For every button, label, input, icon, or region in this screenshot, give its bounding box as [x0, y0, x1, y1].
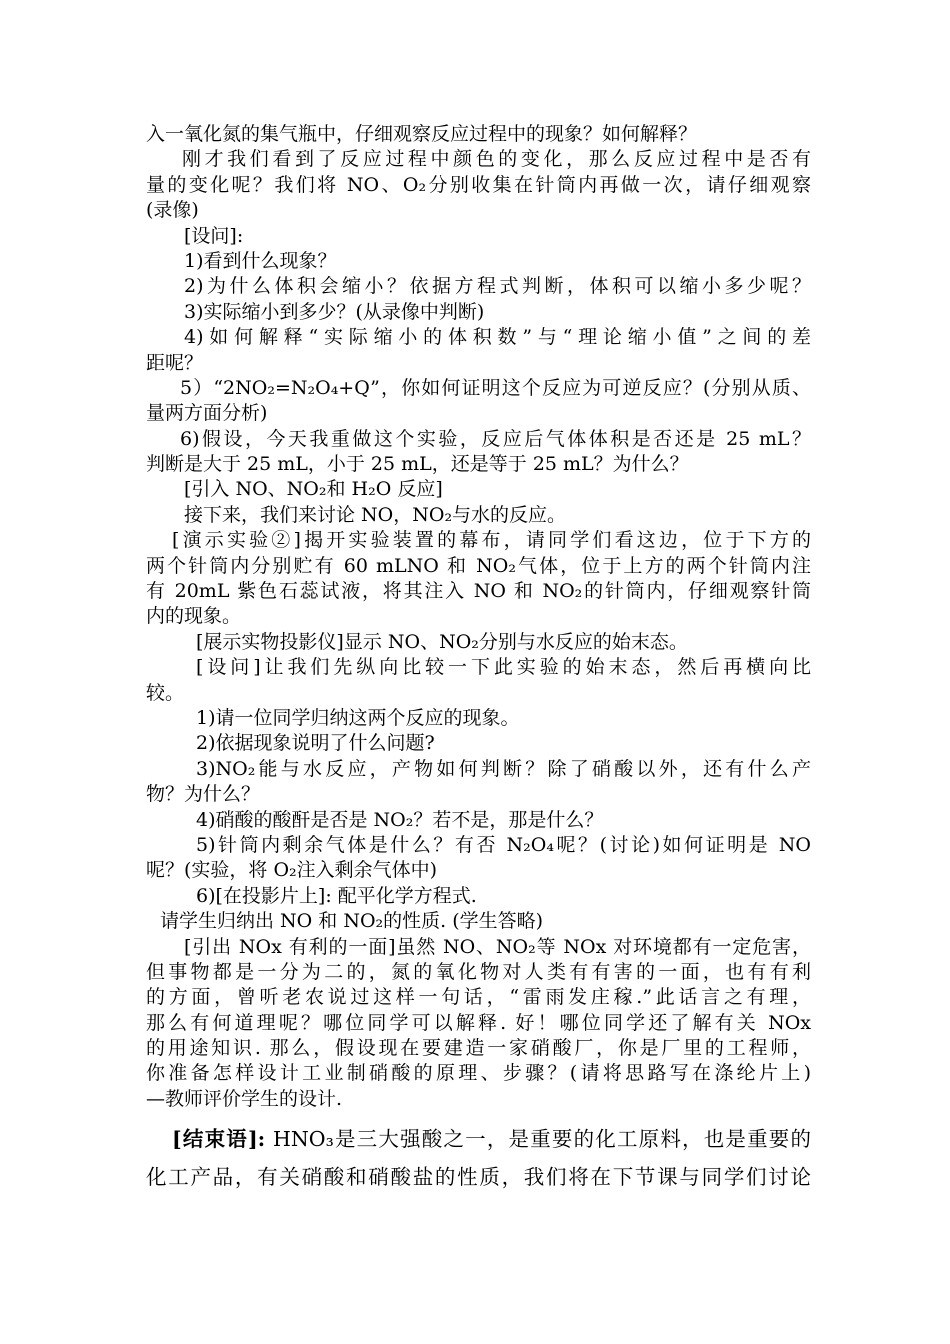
text-line: [引出 NOx 有利的一面]虽然 NO、NO₂等 NOx 对环境都有一定危害， [184, 935, 811, 958]
text-line: 刚才我们看到了反应过程中颜色的变化，那么反应过程中是否有 [182, 148, 811, 171]
closing-paragraph-line: 化工产品，有关硝酸和硝酸盐的性质，我们将在下节课与同学们讨论 [146, 1165, 811, 1190]
text-line: 1)看到什么现象？ [184, 249, 337, 272]
closing-label: [结束语]: [172, 1127, 266, 1152]
document-body [146, 122, 811, 1196]
text-line: 5）“2NO₂=N₂O₄+Q”，你如何证明这个反应为可逆反应？(分别从质、 [180, 376, 811, 399]
text-line: 5)针筒内剩余气体是什么？有否 N₂O₄呢？(讨论)如何证明是 NO [196, 833, 811, 856]
text-line: 3)实际缩小到多少？(从录像中判断) [184, 300, 485, 323]
text-line: 4)硝酸的酸酐是否是 NO₂？若不是，那是什么？ [196, 808, 604, 831]
text-line: 呢？(实验，将 O₂注入剩余气体中) [146, 859, 438, 882]
text-line: 物？为什么？ [146, 783, 261, 806]
text-line: 1)请一位同学归纳这两个反应的现象。 [196, 706, 520, 729]
text-line: —教师评价学生的设计. [146, 1087, 343, 1110]
closing-text: HNO₃是三大强酸之一，是重要的化工原料，也是重要的 [265, 1127, 811, 1152]
text-line: 3)NO₂能与水反应，产物如何判断？除了硝酸以外，还有什么产 [196, 757, 811, 780]
text-line: 判断是大于 25 mL，小于 25 mL，还是等于 25 mL？为什么？ [146, 453, 689, 476]
text-line: 接下来，我们来讨论 NO，NO₂与水的反应。 [184, 503, 567, 526]
text-line: 有 20mL 紫色石蕊试液，将其注入 NO 和 NO₂的针筒内，仔细观察针筒 [146, 580, 811, 603]
text-line: 6)假设，今天我重做这个实验，反应后气体体积是否还是 25 mL？ [180, 427, 811, 450]
text-line: 的方面，曾听老农说过这样一句话，“雷雨发庄稼.”此话言之有理， [146, 986, 811, 1009]
paragraph-gap [146, 1112, 811, 1120]
text-line: 两个针筒内分别贮有 60 mLNO 和 NO₂气体，位于上方的两个针筒内注 [146, 554, 811, 577]
text-line: 的用途知识. 那么，假设现在要建造一家硝酸厂，你是厂里的工程师， [146, 1037, 811, 1060]
text-line: 量两方面分析) [146, 402, 268, 425]
text-line: [演示实验②]揭开实验装置的幕布，请同学们看这边，位于下方的 [172, 529, 811, 552]
text-line: 你准备怎样设计工业制硝酸的原理、步骤？(请将思路写在涤纶片上) [146, 1062, 811, 1085]
text-line: 那么有何道理呢？哪位同学可以解释. 好！哪位同学还了解有关 NOx [146, 1011, 811, 1034]
closing-paragraph-line [146, 1120, 811, 1158]
text-line: 4)如何解释“实际缩小的体积数”与“理论缩小值”之间的差 [184, 326, 811, 349]
text-line: 6)[在投影片上]: 配平化学方程式. [196, 884, 477, 907]
text-line: 量的变化呢？我们将 NO、O₂分别收集在针筒内再做一次，请仔细观察 [146, 173, 811, 196]
text-line: 2)为什么体积会缩小？依据方程式判断，体积可以缩小多少呢？ [184, 275, 811, 298]
text-line: 距呢？ [146, 351, 204, 374]
text-line: [展示实物投影仪]显示 NO、NO₂分别与水反应的始末态。 [196, 630, 688, 653]
text-line: (录像) [146, 199, 199, 222]
text-line: 较。 [146, 681, 185, 704]
text-line: 2)依据现象说明了什么问题? [196, 732, 435, 755]
text-line: 但事物都是一分为二的，氮的氧化物对人类有有害的一面，也有有利 [146, 960, 811, 983]
text-line: 请学生归纳出 NO 和 NO₂的性质. (学生答略) [160, 910, 544, 933]
text-line: [设问]让我们先纵向比较一下此实验的始末态，然后再横向比 [196, 656, 811, 679]
text-line: [设问]: [184, 224, 244, 247]
text-line: 入一氧化氮的集气瓶中，仔细观察反应过程中的现象？如何解释？ [146, 123, 698, 145]
text-line: [引入 NO、NO₂和 H₂O 反应] [184, 478, 443, 501]
text-line: 内的现象。 [146, 605, 242, 628]
